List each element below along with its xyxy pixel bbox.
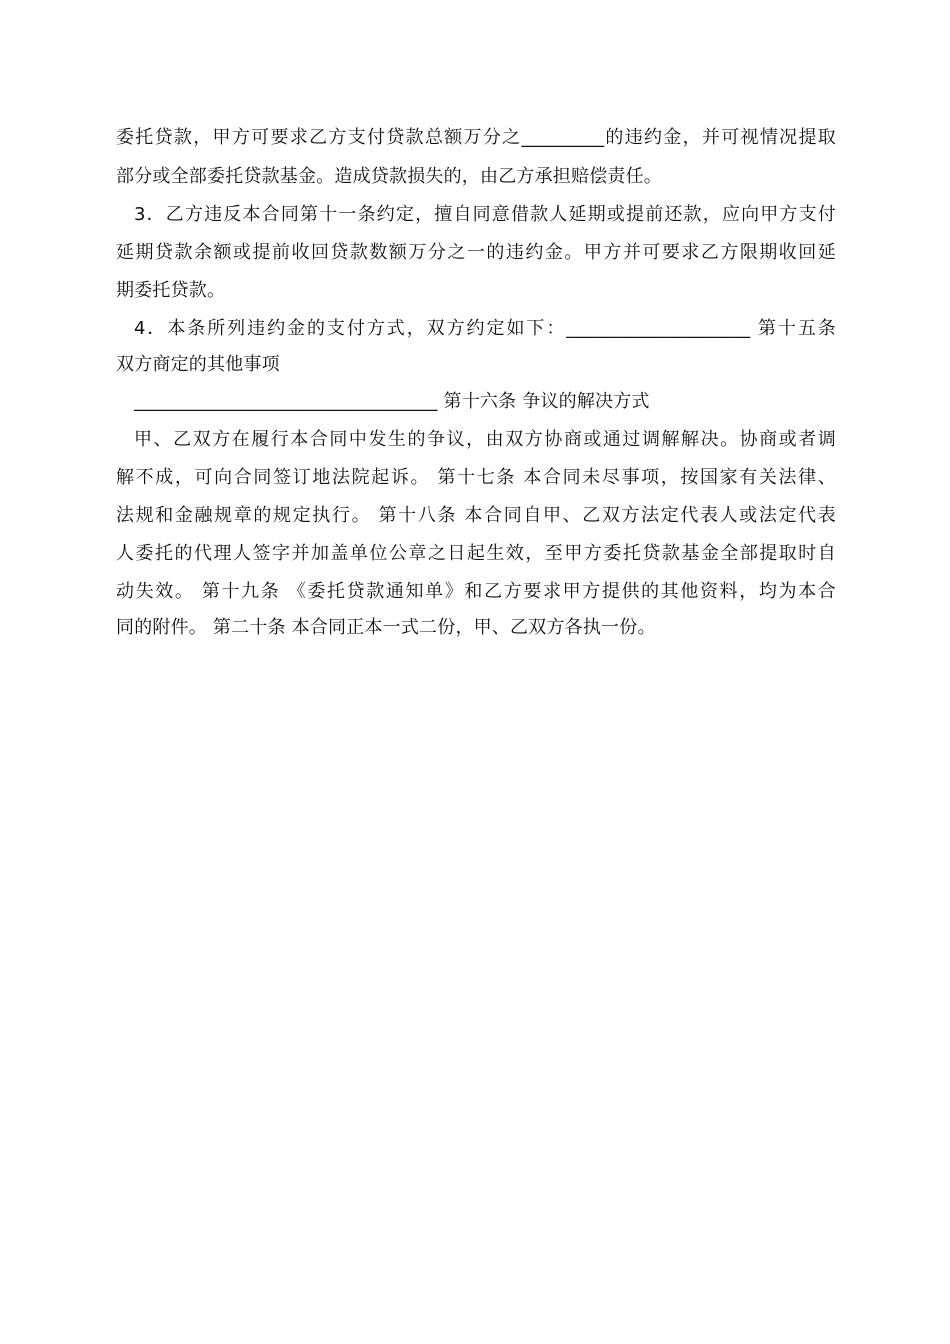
text-line-6: 4．本条所列违约金的支付方式，双方约定如下：____________________ 第十五条 [134,318,836,339]
text-line-14: 同的附件。 第二十条 本合同正本一式二份，甲、乙双方各执一份。 [116,617,656,638]
text-line-5: 期委托贷款。 [116,280,226,301]
text-line-3: 3．乙方违反本合同第十一条约定，擅自同意借款人延期或提前还款，应向甲方支付 [134,204,836,225]
text-line-12: 人委托的代理人签字并加盖单位公章之日起生效，至甲方委托贷款基金全部提取时自 [116,543,836,564]
text-line-11: 法规和金融规章的规定执行。 第十八条 本合同自甲、乙双方法定代表人或法定代表 [116,505,836,526]
text-line-13: 动失效。 第十九条 《委托贷款通知单》和乙方要求甲方提供的其他资料，均为本合 [116,581,836,602]
text-line-2: 部分或全部委托贷款基金。造成贷款损失的，由乙方承担赔偿责任。 [116,166,662,187]
text-line-1: 委托贷款，甲方可要求乙方支付贷款总额万分之_________的违约金，并可视情况提取 [116,127,836,148]
text-line-4: 延期贷款余额或提前收回贷款数额万分之一的违约金。甲方并可要求乙方限期收回延 [116,242,836,263]
text-line-8: _________________________________ 第十六条 争议的解决方式 [134,391,650,412]
text-line-7: 双方商定的其他事项 [116,354,280,375]
text-line-10: 解不成，可向合同签订地法院起诉。 第十七条 本合同未尽事项，按国家有关法律、 [116,467,836,488]
text-line-9: 甲、乙双方在履行本合同中发生的争议，由双方协商或通过调解解决。协商或者调 [134,429,836,450]
